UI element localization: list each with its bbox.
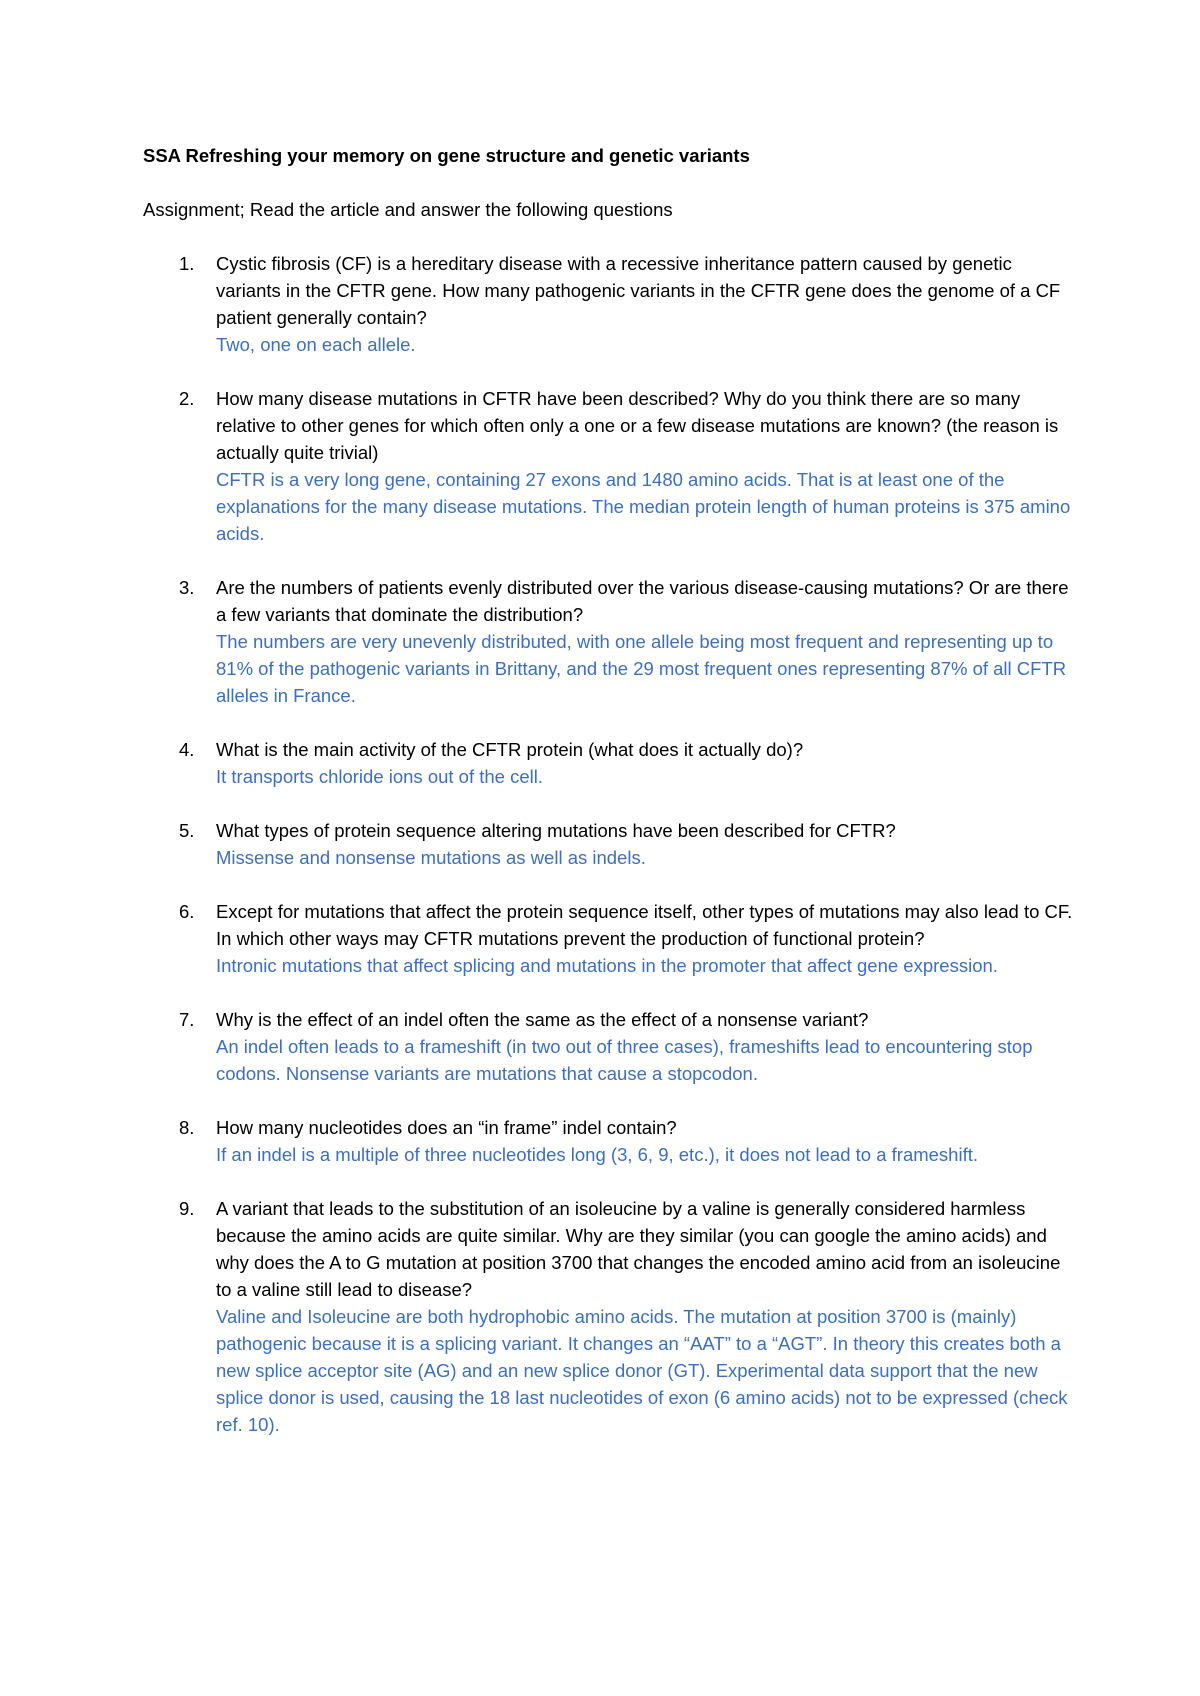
answer-text: If an indel is a multiple of three nucleotides long (3, 6, 9, etc.), it does not lead to a frameshift. xyxy=(216,1144,979,1165)
question-number: 2. xyxy=(179,388,195,409)
question-number: 6. xyxy=(179,901,195,922)
answer-text: It transports chloride ions out of the cell. xyxy=(216,766,544,787)
question-list xyxy=(143,250,1073,1438)
question-text: Cystic fibrosis (CF) is a hereditary disease with a recessive inheritance pattern caused by genetic variants in the CFTR gene. How many pathogenic variants in the CFTR gene does the genome of a CF patient generally contain? xyxy=(216,253,1061,328)
question-text: How many nucleotides does an “in frame” indel contain? xyxy=(216,1117,677,1138)
list-item xyxy=(143,898,1073,979)
question-number: 8. xyxy=(179,1117,195,1138)
answer-text: Intronic mutations that affect splicing and mutations in the promoter that affect gene expression. xyxy=(216,955,998,976)
question-text: What types of protein sequence altering mutations have been described for CFTR? xyxy=(216,820,896,841)
answer-text: An indel often leads to a frameshift (in two out of three cases), frameshifts lead to encountering stop codons. Nonsense variants are mutations that cause a stopcodon. xyxy=(216,1036,1033,1084)
document-title: SSA Refreshing your memory on gene structure and genetic variants xyxy=(143,145,750,166)
question-number: 3. xyxy=(179,577,195,598)
question-text: Except for mutations that affect the protein sequence itself, other types of mutations may also lead to CF. In which other ways may CFTR mutations prevent the production of functional protein? xyxy=(216,901,1073,949)
document-page xyxy=(143,142,1073,1465)
answer-text: Two, one on each allele. xyxy=(216,334,416,355)
question-text: A variant that leads to the substitution of an isoleucine by a valine is generally considered harmless because the amino acids are quite similar. Why are they similar (you can google the amino acids) and why does the A to G mutation at position 3700 that changes the encoded amino acid from an isoleucine to a valine still lead to disease? xyxy=(216,1198,1061,1300)
question-text: How many disease mutations in CFTR have been described? Why do you think there are so many relative to other genes for which often only a one or a few disease mutations are known? (the reason is actually quite trivial) xyxy=(216,388,1059,463)
assignment-intro: Assignment; Read the article and answer the following questions xyxy=(143,199,673,220)
list-item xyxy=(143,574,1073,709)
list-item xyxy=(143,1006,1073,1087)
list-item xyxy=(143,817,1073,871)
question-number: 9. xyxy=(179,1198,195,1219)
list-item xyxy=(143,1195,1073,1438)
question-number: 4. xyxy=(179,739,195,760)
answer-text: The numbers are very unevenly distributed, with one allele being most frequent and representing up to 81% of the pathogenic variants in Brittany, and the 29 most frequent ones representing 87% of all CFTR alleles in France. xyxy=(216,631,1067,706)
question-number: 5. xyxy=(179,820,195,841)
question-number: 1. xyxy=(179,253,195,274)
list-item xyxy=(143,736,1073,790)
answer-text: Missense and nonsense mutations as well as indels. xyxy=(216,847,646,868)
list-item xyxy=(143,1114,1073,1168)
list-item xyxy=(143,385,1073,547)
answer-text: Valine and Isoleucine are both hydrophobic amino acids. The mutation at position 3700 is (mainly) pathogenic because it is a splicing variant. It changes an “AAT” to a “AGT”. In theory this creates both a new splice acceptor site (AG) and an new splice donor (GT). Experimental data support that the new splice donor is used, causing the 18 last nucleotides of exon (6 amino acids) not to be expressed (check ref. 10). xyxy=(216,1306,1068,1435)
question-number: 7. xyxy=(179,1009,195,1030)
question-text: Why is the effect of an indel often the same as the effect of a nonsense variant? xyxy=(216,1009,869,1030)
list-item xyxy=(143,250,1073,358)
answer-text: CFTR is a very long gene, containing 27 exons and 1480 amino acids. That is at least one of the explanations for the many disease mutations. The median protein length of human proteins is 375 amino acids. xyxy=(216,469,1071,544)
question-text: What is the main activity of the CFTR protein (what does it actually do)? xyxy=(216,739,804,760)
question-text: Are the numbers of patients evenly distributed over the various disease-causing mutations? Or are there a few variants that dominate the distribution? xyxy=(216,577,1069,625)
